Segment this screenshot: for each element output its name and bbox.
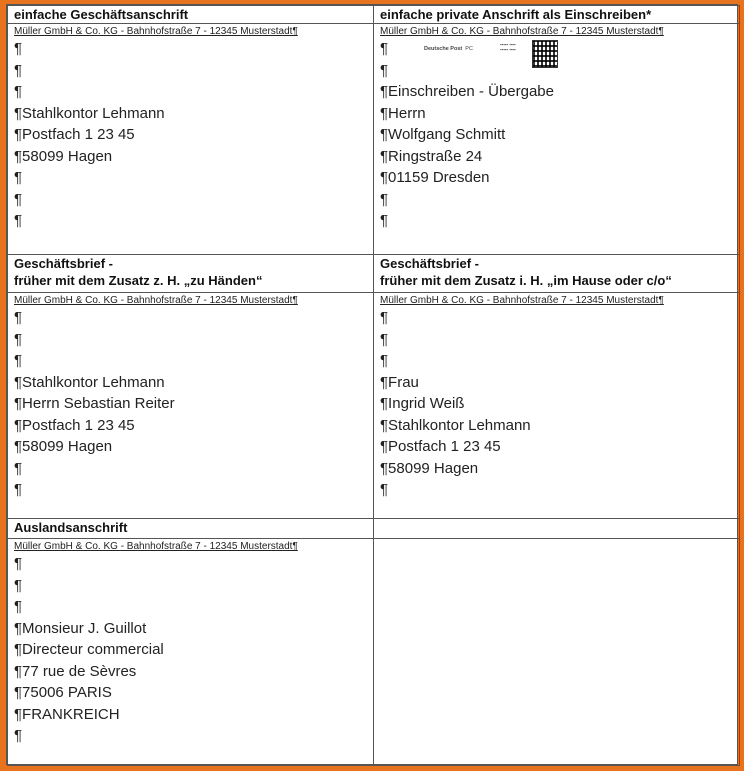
address-line: ¶ (14, 190, 23, 208)
address-line: ¶ (380, 212, 389, 229)
address-line: ¶ (14, 576, 23, 594)
stamp-values: ▪▪▪▪▪ ▪▪▪▪ ▪▪▪▪▪ ▪▪▪▪ (500, 42, 516, 52)
qr-code-icon (532, 40, 558, 68)
address-line: ¶Postfach 1 23 45 (380, 438, 501, 455)
address-line: ¶Einschreiben - Übergabe (380, 83, 554, 100)
header-foreign-address: Auslandsanschrift (8, 519, 374, 539)
address-line: ¶ (14, 727, 23, 744)
post-code: PC (465, 46, 473, 52)
address-line: ¶Postfach 1 23 45 (14, 416, 135, 434)
address-line: ¶ (14, 169, 23, 186)
post-brand: Deutsche Post (424, 46, 463, 52)
address-line: ¶ (14, 555, 23, 572)
address-line: ¶Ingrid Weiß (380, 395, 465, 412)
address-line: ¶Ringstraße 24 (380, 147, 483, 165)
address-line: ¶ (380, 330, 389, 348)
address-line: ¶ (380, 190, 389, 208)
address-line: ¶ (14, 309, 23, 326)
address-line: ¶ (380, 309, 389, 326)
address-block-business (8, 24, 374, 255)
header-registered-private-address: einfache private Anschrift als Einschreiben* (374, 6, 740, 24)
address-line: ¶ (14, 212, 23, 229)
sender-line: Müller GmbH & Co. KG - Bahnhofstraße 7 - 12345 Musterstadt¶ (380, 295, 664, 306)
address-line: ¶ (380, 40, 389, 57)
address-line: ¶ (380, 481, 389, 498)
address-line: ¶ (14, 40, 23, 57)
document-page (6, 4, 738, 765)
address-block-co (374, 293, 740, 519)
address-examples-table (7, 5, 740, 766)
address-line: ¶Herrn (380, 104, 426, 122)
address-line: ¶58099 Hagen (14, 438, 113, 455)
address-line: ¶Frau (380, 373, 419, 391)
address-line: ¶ (14, 83, 23, 100)
address-line: ¶ (14, 459, 23, 477)
address-line: ¶ (380, 352, 389, 369)
address-line: ¶Wolfgang Schmitt (380, 126, 506, 143)
header-business-letter-attn: Geschäftsbrief - früher mit dem Zusatz z. H. „zu Händen“ (8, 255, 374, 293)
sender-line: Müller GmbH & Co. KG - Bahnhofstraße 7 - 12345 Musterstadt¶ (14, 541, 298, 552)
address-line: ¶ (14, 61, 23, 79)
address-line: ¶Stahlkontor Lehmann (14, 373, 165, 391)
address-line: ¶Directeur commercial (14, 641, 164, 658)
address-line: ¶Stahlkontor Lehmann (14, 104, 165, 122)
address-line: ¶01159 Dresden (380, 169, 490, 186)
sender-line: Müller GmbH & Co. KG - Bahnhofstraße 7 - 12345 Musterstadt¶ (380, 26, 664, 37)
address-line: ¶58099 Hagen (380, 459, 479, 477)
address-block-registered (374, 24, 740, 255)
address-line: ¶Stahlkontor Lehmann (380, 416, 531, 434)
address-line: ¶Monsieur J. Guillot (14, 619, 147, 637)
empty-header-cell (374, 519, 740, 539)
address-line: ¶ (14, 330, 23, 348)
address-line: ¶FRANKREICH (14, 705, 120, 723)
address-line: ¶58099 Hagen (14, 147, 113, 165)
address-line: ¶ (14, 481, 23, 498)
address-line: ¶ (14, 352, 23, 369)
sender-line: Müller GmbH & Co. KG - Bahnhofstraße 7 - 12345 Musterstadt¶ (14, 26, 298, 37)
empty-body-cell (374, 539, 740, 766)
postage-stamp (424, 40, 559, 68)
address-block-foreign (8, 539, 374, 766)
address-line: ¶75006 PARIS (14, 684, 112, 701)
sender-line: Müller GmbH & Co. KG - Bahnhofstraße 7 - 12345 Musterstadt¶ (14, 295, 298, 306)
header-business-address: einfache Geschäftsanschrift (8, 6, 374, 24)
header-business-letter-co: Geschäftsbrief - früher mit dem Zusatz i. H. „im Hause oder c/o“ (374, 255, 740, 293)
address-line: ¶Herrn Sebastian Reiter (14, 395, 175, 412)
address-block-attn (8, 293, 374, 519)
address-line: ¶Postfach 1 23 45 (14, 126, 135, 143)
address-line: ¶ (380, 61, 389, 79)
address-line: ¶ (14, 598, 23, 615)
address-line: ¶77 rue de Sèvres (14, 662, 137, 680)
